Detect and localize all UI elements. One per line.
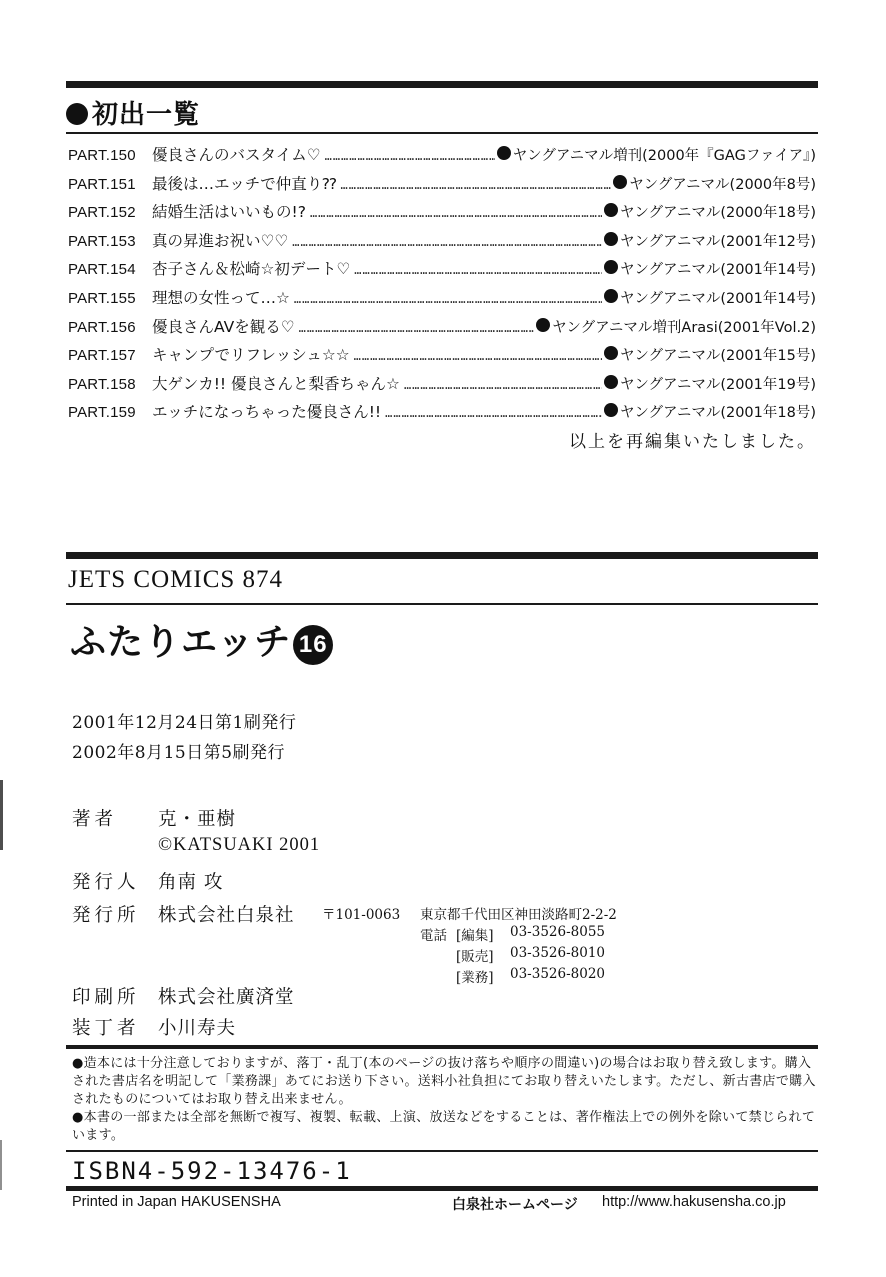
bullet-icon [604, 375, 618, 389]
toc-part-number: PART.151 [68, 175, 136, 193]
copyright-line: ©KATSUAKI 2001 [158, 835, 321, 855]
toc-row [68, 143, 816, 172]
bullet-icon [604, 232, 618, 246]
notice-block [72, 1055, 820, 1145]
top-thick-rule [66, 81, 818, 88]
toc-part-number: PART.155 [68, 289, 136, 307]
toc-title: 理想の女性って…☆ [152, 288, 290, 307]
toc-title: キャンプでリフレッシュ☆☆ [152, 346, 350, 365]
publisher-label: 発行所 [72, 905, 140, 926]
toc-source: ヤングアニマル(2001年15号) [619, 348, 816, 365]
phone-dept: [編集] [456, 928, 494, 944]
bullet-icon [613, 175, 627, 189]
bullet-icon [604, 203, 618, 217]
isbn-top-rule [66, 1150, 818, 1152]
toc-title: エッチになっちゃった優良さん!! [152, 403, 382, 422]
toc-source: ヤングアニマル(2001年14号) [619, 262, 816, 279]
printer-name: 株式会社廣済堂 [158, 987, 295, 1008]
phone-number: 03-3526-8010 [510, 945, 606, 961]
homepage-label: 白泉社ホームページ [452, 1197, 578, 1213]
toc-row [68, 172, 816, 201]
toc-source: ヤングアニマル(2000年8号) [629, 176, 816, 193]
toc-row [68, 257, 816, 286]
toc-source: ヤングアニマル(2001年12号) [619, 233, 816, 250]
bullet-icon [497, 146, 511, 160]
author-label: 著者 [72, 809, 118, 830]
print-date-latest: 2002年8月15日第5刷発行 [72, 743, 286, 763]
book-title-text: ふたりエッチ [70, 622, 292, 663]
printed-in: Printed in Japan HAKUSENSHA [72, 1194, 281, 1210]
toc-part-number: PART.153 [68, 232, 136, 250]
scan-edge-mark [0, 780, 3, 850]
print-date-first: 2001年12月24日第1刷発行 [72, 713, 297, 733]
leader-dots [340, 178, 611, 192]
postal-code: 〒101-0063 [322, 907, 401, 923]
leader-dots [404, 378, 602, 392]
leader-dots [354, 263, 602, 277]
toc-title: 真の昇進お祝い♡♡ [152, 231, 289, 250]
series-name: JETS COMICS 874 [68, 566, 284, 593]
homepage-link[interactable]: http://www.hakusensha.co.jp [602, 1194, 786, 1210]
toc-row [68, 343, 816, 372]
publisher-person-label: 発行人 [72, 872, 140, 893]
toc-row [68, 229, 816, 258]
leader-dots [294, 292, 602, 306]
toc-part-number: PART.152 [68, 204, 136, 222]
footer-rule [66, 1186, 818, 1191]
heading-text: 初出一覧 [92, 100, 201, 130]
toc-title: 大ゲンカ!! 優良さんと梨香ちゃん☆ [152, 374, 400, 393]
publisher-person: 角南 攻 [158, 872, 224, 893]
bullet-icon [604, 260, 618, 274]
designer-label: 装丁者 [72, 1018, 140, 1039]
heading-underline [66, 132, 818, 134]
leader-dots [292, 235, 602, 249]
toc-title: 結婚生活はいいもの!? [152, 203, 306, 222]
leader-dots [354, 349, 602, 363]
toc-row [68, 286, 816, 315]
toc-title: 最後は…エッチで仲直り⁇ [152, 174, 337, 193]
first-appearance-heading [66, 94, 200, 131]
toc-part-number: PART.154 [68, 261, 136, 279]
toc-part-number: PART.150 [68, 147, 136, 164]
publisher-name: 株式会社白泉社 [158, 905, 295, 926]
toc-row [68, 372, 816, 401]
volume-badge: 16 [293, 625, 333, 665]
toc-source: ヤングアニマル(2001年14号) [619, 290, 816, 307]
notice-paragraph: ●本書の一部または全部を無断で複写、複製、転載、上演、放送などをすることは、著作権法上での例外を除いて禁じられています。 [72, 1110, 816, 1143]
series-underline [66, 603, 818, 605]
toc-row [68, 315, 816, 344]
colophon-top-rule [66, 552, 818, 559]
author-name: 克・亜樹 [158, 809, 237, 830]
toc-part-number: PART.156 [68, 318, 136, 336]
toc-part-number: PART.158 [68, 375, 136, 393]
toc-title: 杏子さん＆松崎☆初デート♡ [152, 260, 351, 279]
phone-number: 03-3526-8020 [510, 966, 606, 982]
phone-number: 03-3526-8055 [510, 924, 606, 940]
toc-title: 優良さんのバスタイム♡ [152, 146, 321, 164]
toc-list [68, 143, 816, 429]
toc-part-number: PART.159 [68, 404, 136, 422]
scan-edge-mark [0, 1140, 2, 1190]
bullet-icon [66, 103, 88, 125]
toc-source: ヤングアニマル増刊Arasi(2001年Vol.2) [552, 319, 816, 336]
toc-part-number: PART.157 [68, 347, 136, 365]
printer-label: 印刷所 [72, 987, 140, 1008]
isbn: ISBN4-592-13476-1 [72, 1157, 352, 1185]
toc-row [68, 200, 816, 229]
bullet-icon [536, 318, 550, 332]
leader-dots [310, 206, 602, 220]
leader-dots [325, 149, 495, 163]
notice-top-rule [66, 1045, 818, 1049]
leader-dots [299, 321, 534, 335]
phone-label: 電話 [420, 928, 447, 944]
toc-source: ヤングアニマル(2000年18号) [619, 205, 816, 222]
designer-name: 小川寿夫 [158, 1018, 237, 1039]
book-title [70, 614, 333, 665]
toc-source: ヤングアニマル(2001年18号) [619, 405, 816, 422]
bullet-icon [604, 346, 618, 360]
address: 東京都千代田区神田淡路町2-2-2 [420, 907, 617, 923]
bullet-icon [604, 403, 618, 417]
notice-paragraph: ●造本には十分注意しておりますが、落丁・乱丁(本のページの抜け落ちや順序の間違い)の場合はお取り替え致します。購入された書店名を明記して「業務課」あてにお送り下さい。送料小社負担にてお取り替えいたします。ただし、新古書店で購入されたものについてはお取り替え出来ません。 [72, 1056, 816, 1107]
phone-dept: [業務] [456, 970, 494, 986]
toc-source: ヤングアニマル増刊(2000年『GAGファイア』) [512, 148, 816, 164]
toc-row [68, 400, 816, 429]
toc-title: 優良さんAVを観る♡ [152, 317, 295, 336]
bullet-icon [604, 289, 618, 303]
phone-dept: [販売] [456, 949, 494, 965]
reedit-note: 以上を再編集いたしました。 [569, 432, 816, 452]
leader-dots [385, 406, 602, 420]
toc-source: ヤングアニマル(2001年19号) [619, 376, 816, 393]
